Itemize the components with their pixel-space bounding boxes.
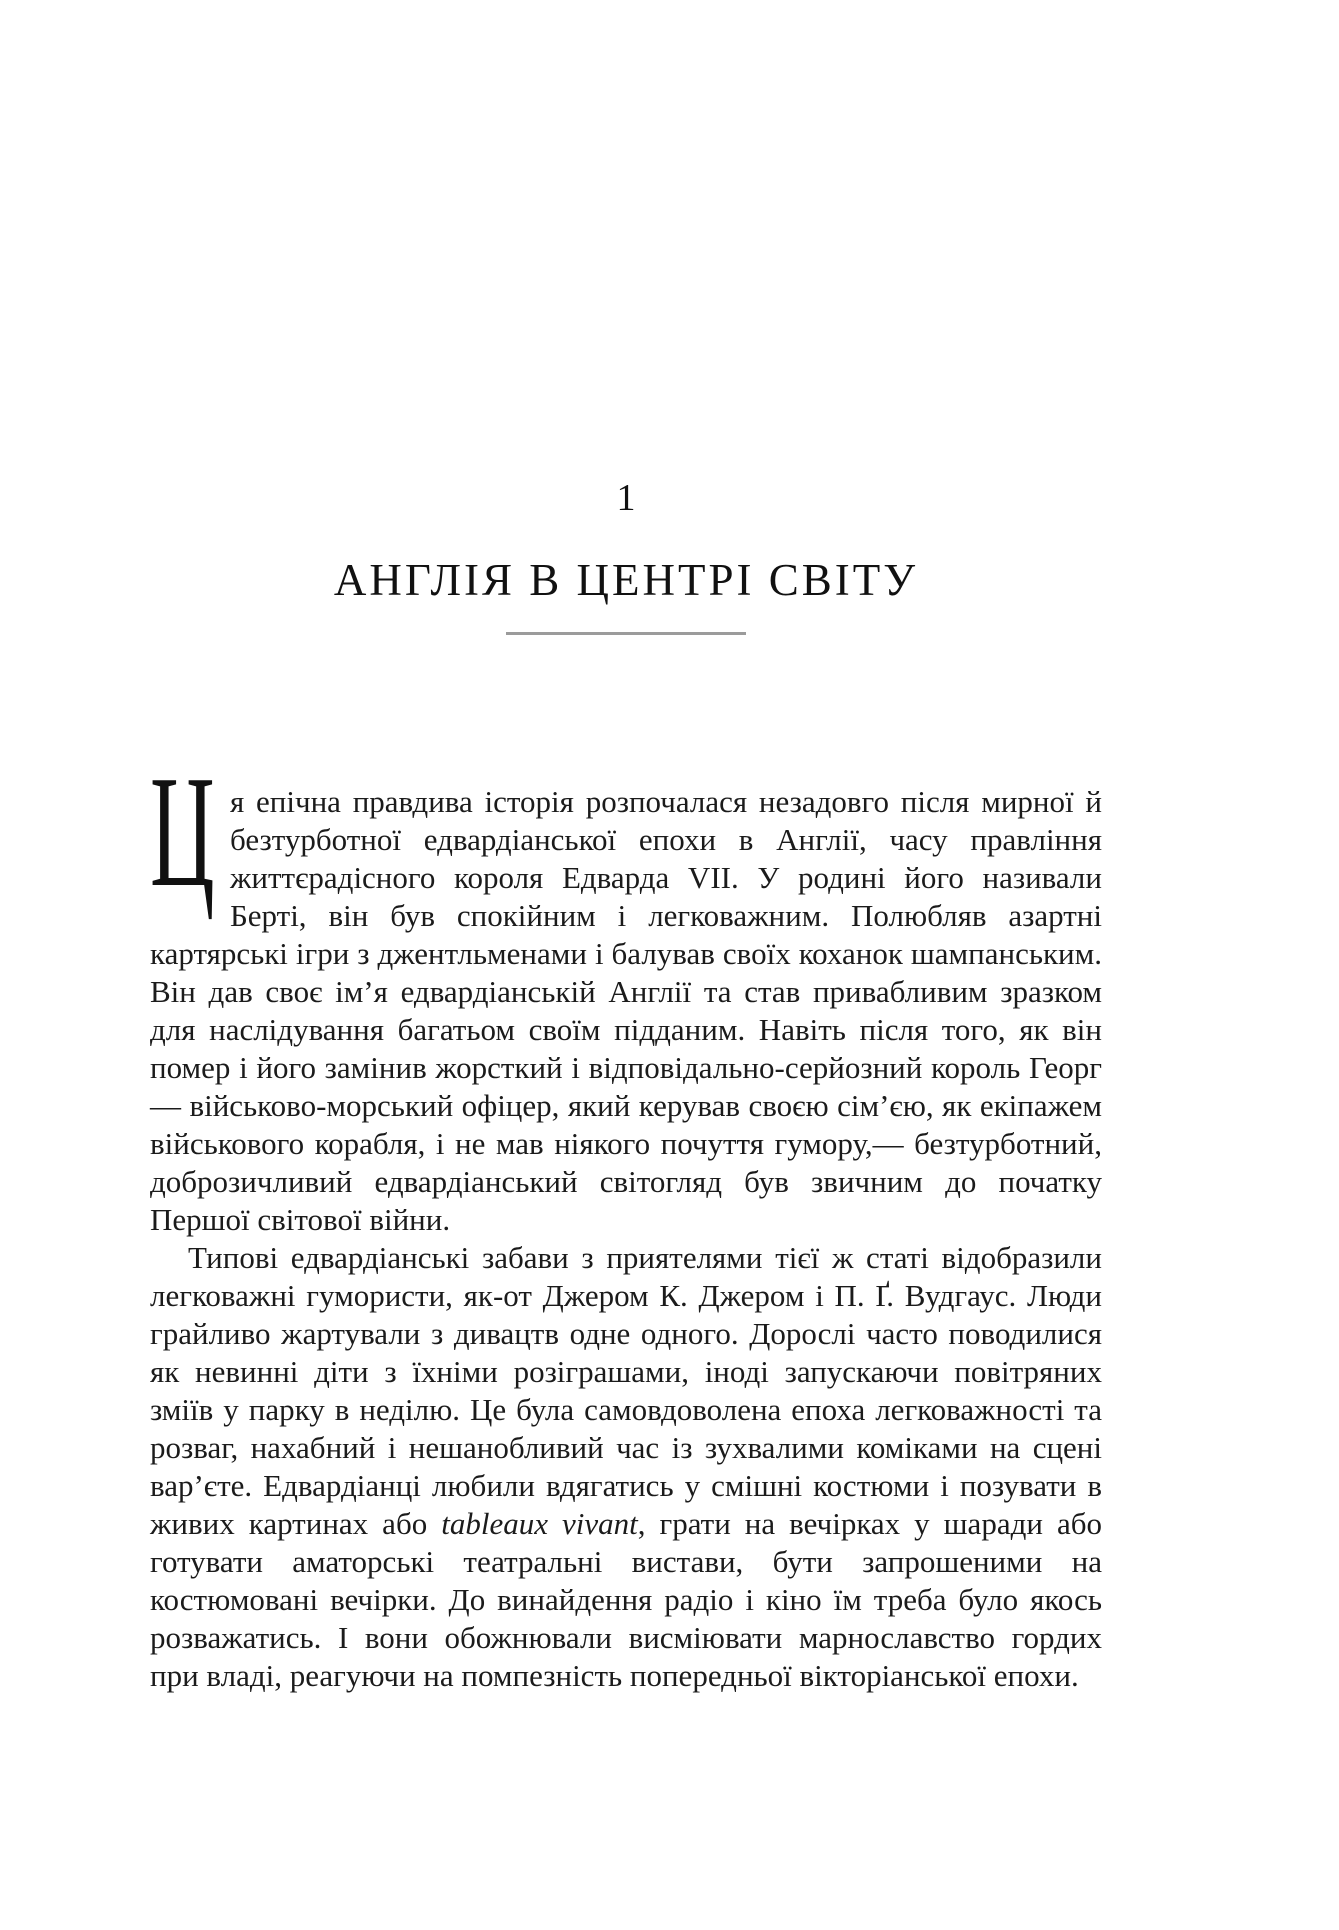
italic-phrase: tableaux vivant [441,1506,638,1541]
page-content [150,0,1102,1695]
chapter-title: АНГЛІЯ В ЦЕНТРІ СВІТУ [333,555,919,605]
chapter-body [150,742,1102,1695]
chapter-number: 1 [616,477,636,519]
paragraph-2 [150,1239,1102,1695]
paragraph-2-text-start: Типові едвардіанські забави з приятелями тієї ж статі відобразили легковажні гумористи, як-от Джером К. Джером і П. Ґ. Вудгаус. Люди грайливо жартували з дивацтв одне одного. Дорослі часто поводилися як невинні діти з їхніми розіграшами, іноді запускаючи повітряних зміїв у парку в неділю. Це була самовдоволена епоха легковажності та розваг, нахабний і нешанобливий час із зухвалими коміками на сцені вар’єте. Едвардіанці любили вдягатись у смішні костюми і позувати в живих картинах або [150,1240,1102,1541]
paragraph-1-text: я епічна правдива історія розпочалася незадовго після мирної й безтурботної едвардіанської епохи в Англії, часу правління життєрадісного короля Едварда VII. У родині його називали Берті, він був спокійним і легковажним. Полюбляв азартні картярські ігри з джентльменами і балував своїх коханок шампанським. Він дав своє ім’я едвардіанській Англії та став привабливим зразком для наслідування багатьом своїм підданим. Навіть після того, як він помер і його замінив жорсткий і відповідально-серйозний король Георг — військово-морський офіцер, який керував своєю сім’єю, як екіпажем військового корабля, і не мав ніякого почуття гумору,— безтурботний, доброзичливий едвардіанський світогляд був звичним до початку Першої світової війни. [150,784,1102,1237]
paragraph-1 [150,742,1102,1239]
paragraph-2-text-end: , грати на вечірках у шаради або готувати аматорські театральні вистави, бути запрошеними на костюмовані вечірки. До винайдення радіо і кіно їм треба було якось розважатись. І вони обожнювали висміювати марнославство гордих при владі, реагуючи на помпезність попередньої вікторіанської епохи. [150,1506,1102,1693]
title-divider [506,632,746,635]
drop-cap: Ц [150,742,215,920]
